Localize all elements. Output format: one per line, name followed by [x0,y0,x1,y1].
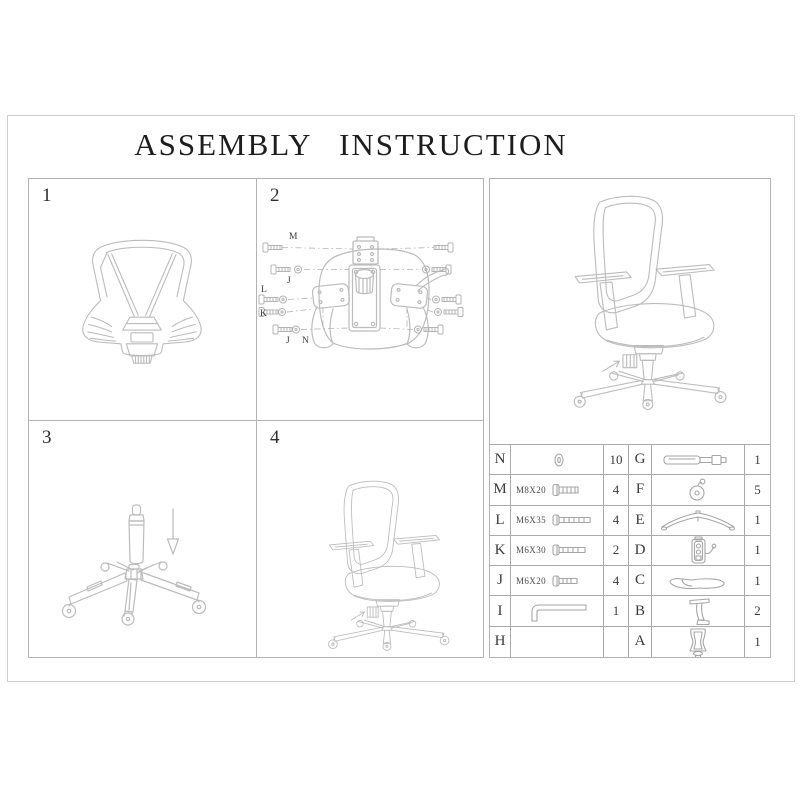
part-qty: 10 [604,445,629,475]
part-icon-cell [511,475,604,505]
assembled-chair-large-drawing [490,179,770,444]
assembled-chair-drawing [257,421,483,656]
backrest-icon [685,627,711,657]
step-number: 2 [270,185,280,206]
seat-icon [662,571,734,591]
step-panel-4 [257,421,483,657]
part-letter: A [629,627,652,657]
part-letter: F [629,475,652,505]
bolt-m6x30-icon [552,543,596,557]
page-title: ASSEMBLY INSTRUCTION [134,127,568,162]
bolt-label-l: L [261,285,267,295]
part-qty: 1 [754,633,761,649]
bolt-m8x20-icon [552,483,592,497]
step-number: 4 [270,427,280,448]
part-spec: M6X20 [516,575,547,586]
bolt-label-j-top: J [287,276,291,286]
part-icon-cell [652,536,745,566]
part-qty: 1 [604,596,629,626]
part-qty: 1 [745,566,770,596]
part-qty: 2 [745,596,770,626]
part-icon-cell [652,566,745,596]
part-icon-cell [511,566,604,596]
part-letter: M [490,475,511,505]
steps-grid [28,178,484,658]
armrest-icon [683,596,713,626]
part-icon-cell [511,596,604,626]
part-letter: J [490,566,511,596]
gas-lift-into-base-drawing [29,421,256,656]
part-icon-cell [511,536,604,566]
allen-key-icon [524,599,598,623]
part-letter: H [490,627,511,657]
part-qty: 1 [745,536,770,566]
part-icon-cell [511,445,604,475]
part-letter: D [629,536,652,566]
part-spec: M6X35 [516,515,547,526]
step-number: 3 [42,427,52,448]
bolt-label-m: M [289,232,298,242]
part-icon-cell [652,596,745,626]
chair-overview-area [490,179,770,444]
part-letter: K [490,536,511,566]
caster-icon [685,477,711,503]
bolt-m6x20-icon [552,574,590,588]
part-qty: 4 [604,475,629,505]
part-qty: 4 [604,566,629,596]
parts-table [490,444,770,657]
overview-box [489,178,771,658]
part-qty [604,627,629,657]
chair-backrest-rear-view-drawing [29,179,256,420]
washer-icon [516,451,602,469]
part-qty: 4 [604,506,629,536]
step-number: 1 [42,185,52,206]
part-letter: G [629,445,652,475]
part-icon-cell [652,475,745,505]
bolt-label-k: K [260,309,267,319]
step-panel-3 [29,421,257,657]
bolt-label-j-bottom: J [286,336,290,346]
step-panel-2 [257,179,483,421]
part-qty: 1 [745,445,770,475]
base-icon [657,509,739,531]
part-spec: M6X30 [516,545,547,556]
part-qty: 1 [745,506,770,536]
washer-label-n: N [302,336,309,346]
part-letter: I [490,596,511,626]
part-icon-cell-empty [511,627,604,657]
part-letter: B [629,596,652,626]
part-letter: N [490,445,511,475]
part-icon-cell [652,445,745,475]
part-qty: 2 [604,536,629,566]
part-qty: 5 [745,475,770,505]
part-icon-cell [652,506,745,536]
bolt-m6x35-icon [552,513,600,527]
step-panel-1 [29,179,257,421]
mechanism-icon [679,536,717,566]
gas-lift-icon [662,451,734,469]
part-icon-cell [511,506,604,536]
part-spec: M8X20 [516,484,547,495]
part-icon-cell [652,627,745,657]
part-letter: C [629,566,652,596]
part-letter: E [629,506,652,536]
part-letter: L [490,506,511,536]
seat-underside-exploded-drawing [257,179,483,420]
